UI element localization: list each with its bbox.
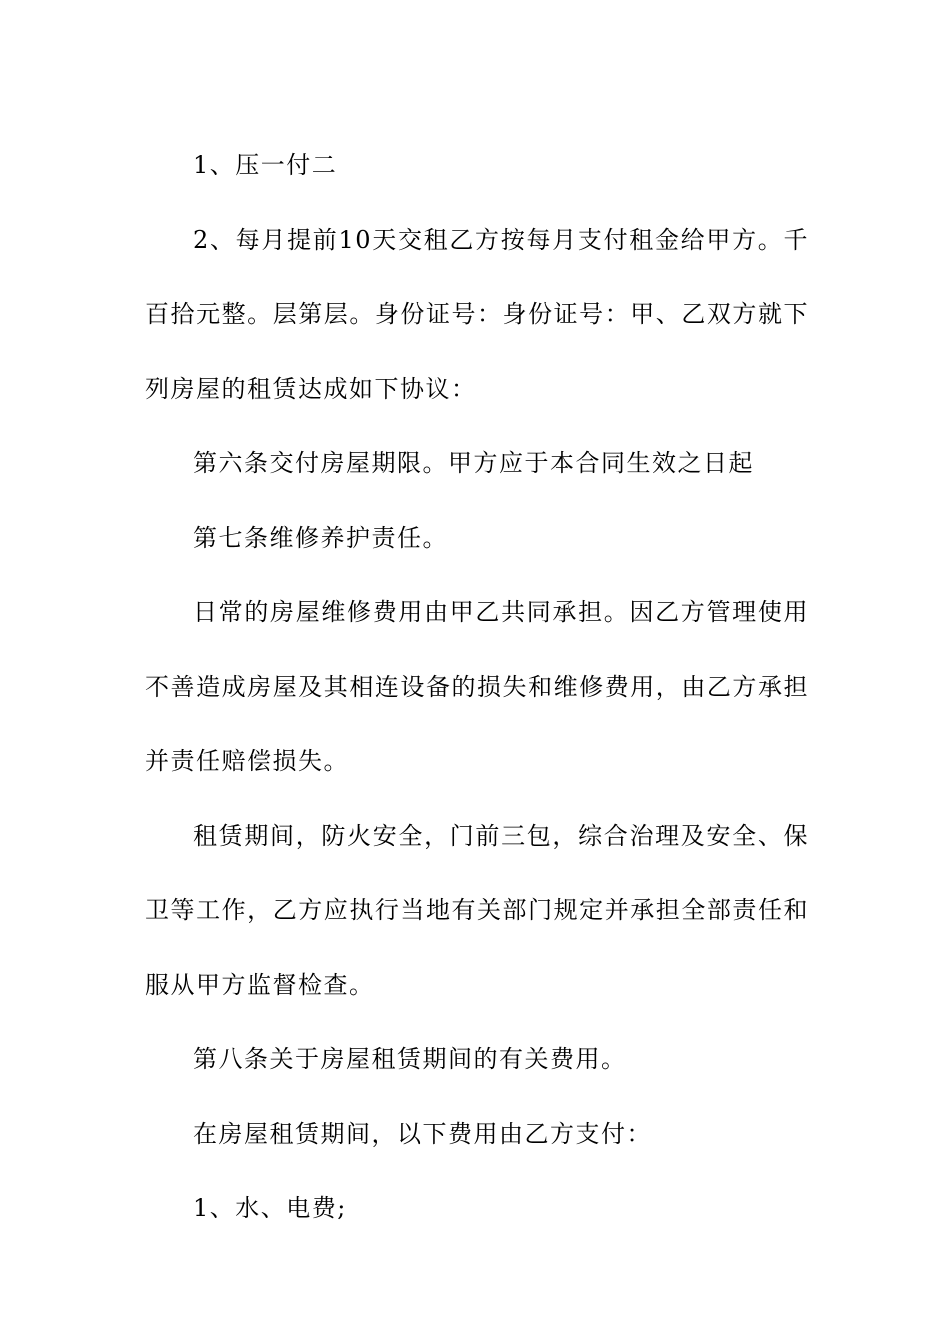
document-body <box>145 128 809 1246</box>
paragraph-article-6: 第六条交付房屋期限。甲方应于本合同生效之日起 <box>193 449 754 477</box>
paragraph-safety-duties: 租赁期间，防火安全，门前三包，综合治理及安全、保卫等工作，乙方应执行当地有关部门规定并承担全部责任和服从甲方监督检查。 <box>145 821 809 999</box>
paragraph-water-electricity: 1、水、电费; <box>193 1194 347 1222</box>
paragraph-maintenance-costs: 日常的房屋维修费用由甲乙共同承担。因乙方管理使用不善造成房屋及其相连设备的损失和维修费用，由乙方承担并责任赔偿损失。 <box>145 598 809 775</box>
paragraph-article-7: 第七条维修养护责任。 <box>193 523 448 552</box>
paragraph-payment-method: 1、压一付二 <box>193 151 338 179</box>
paragraph-tenant-expenses: 在房屋租赁期间，以下费用由乙方支付： <box>193 1119 652 1148</box>
paragraph-rent-payment: 2、每月提前10天交租乙方按每月支付租金给甲方。千百拾元整。层第层。身份证号：身份证号：甲、乙双方就下列房屋的租赁达成如下协议： <box>145 225 809 403</box>
paragraph-article-8: 第八条关于房屋租赁期间的有关费用。 <box>193 1045 627 1073</box>
